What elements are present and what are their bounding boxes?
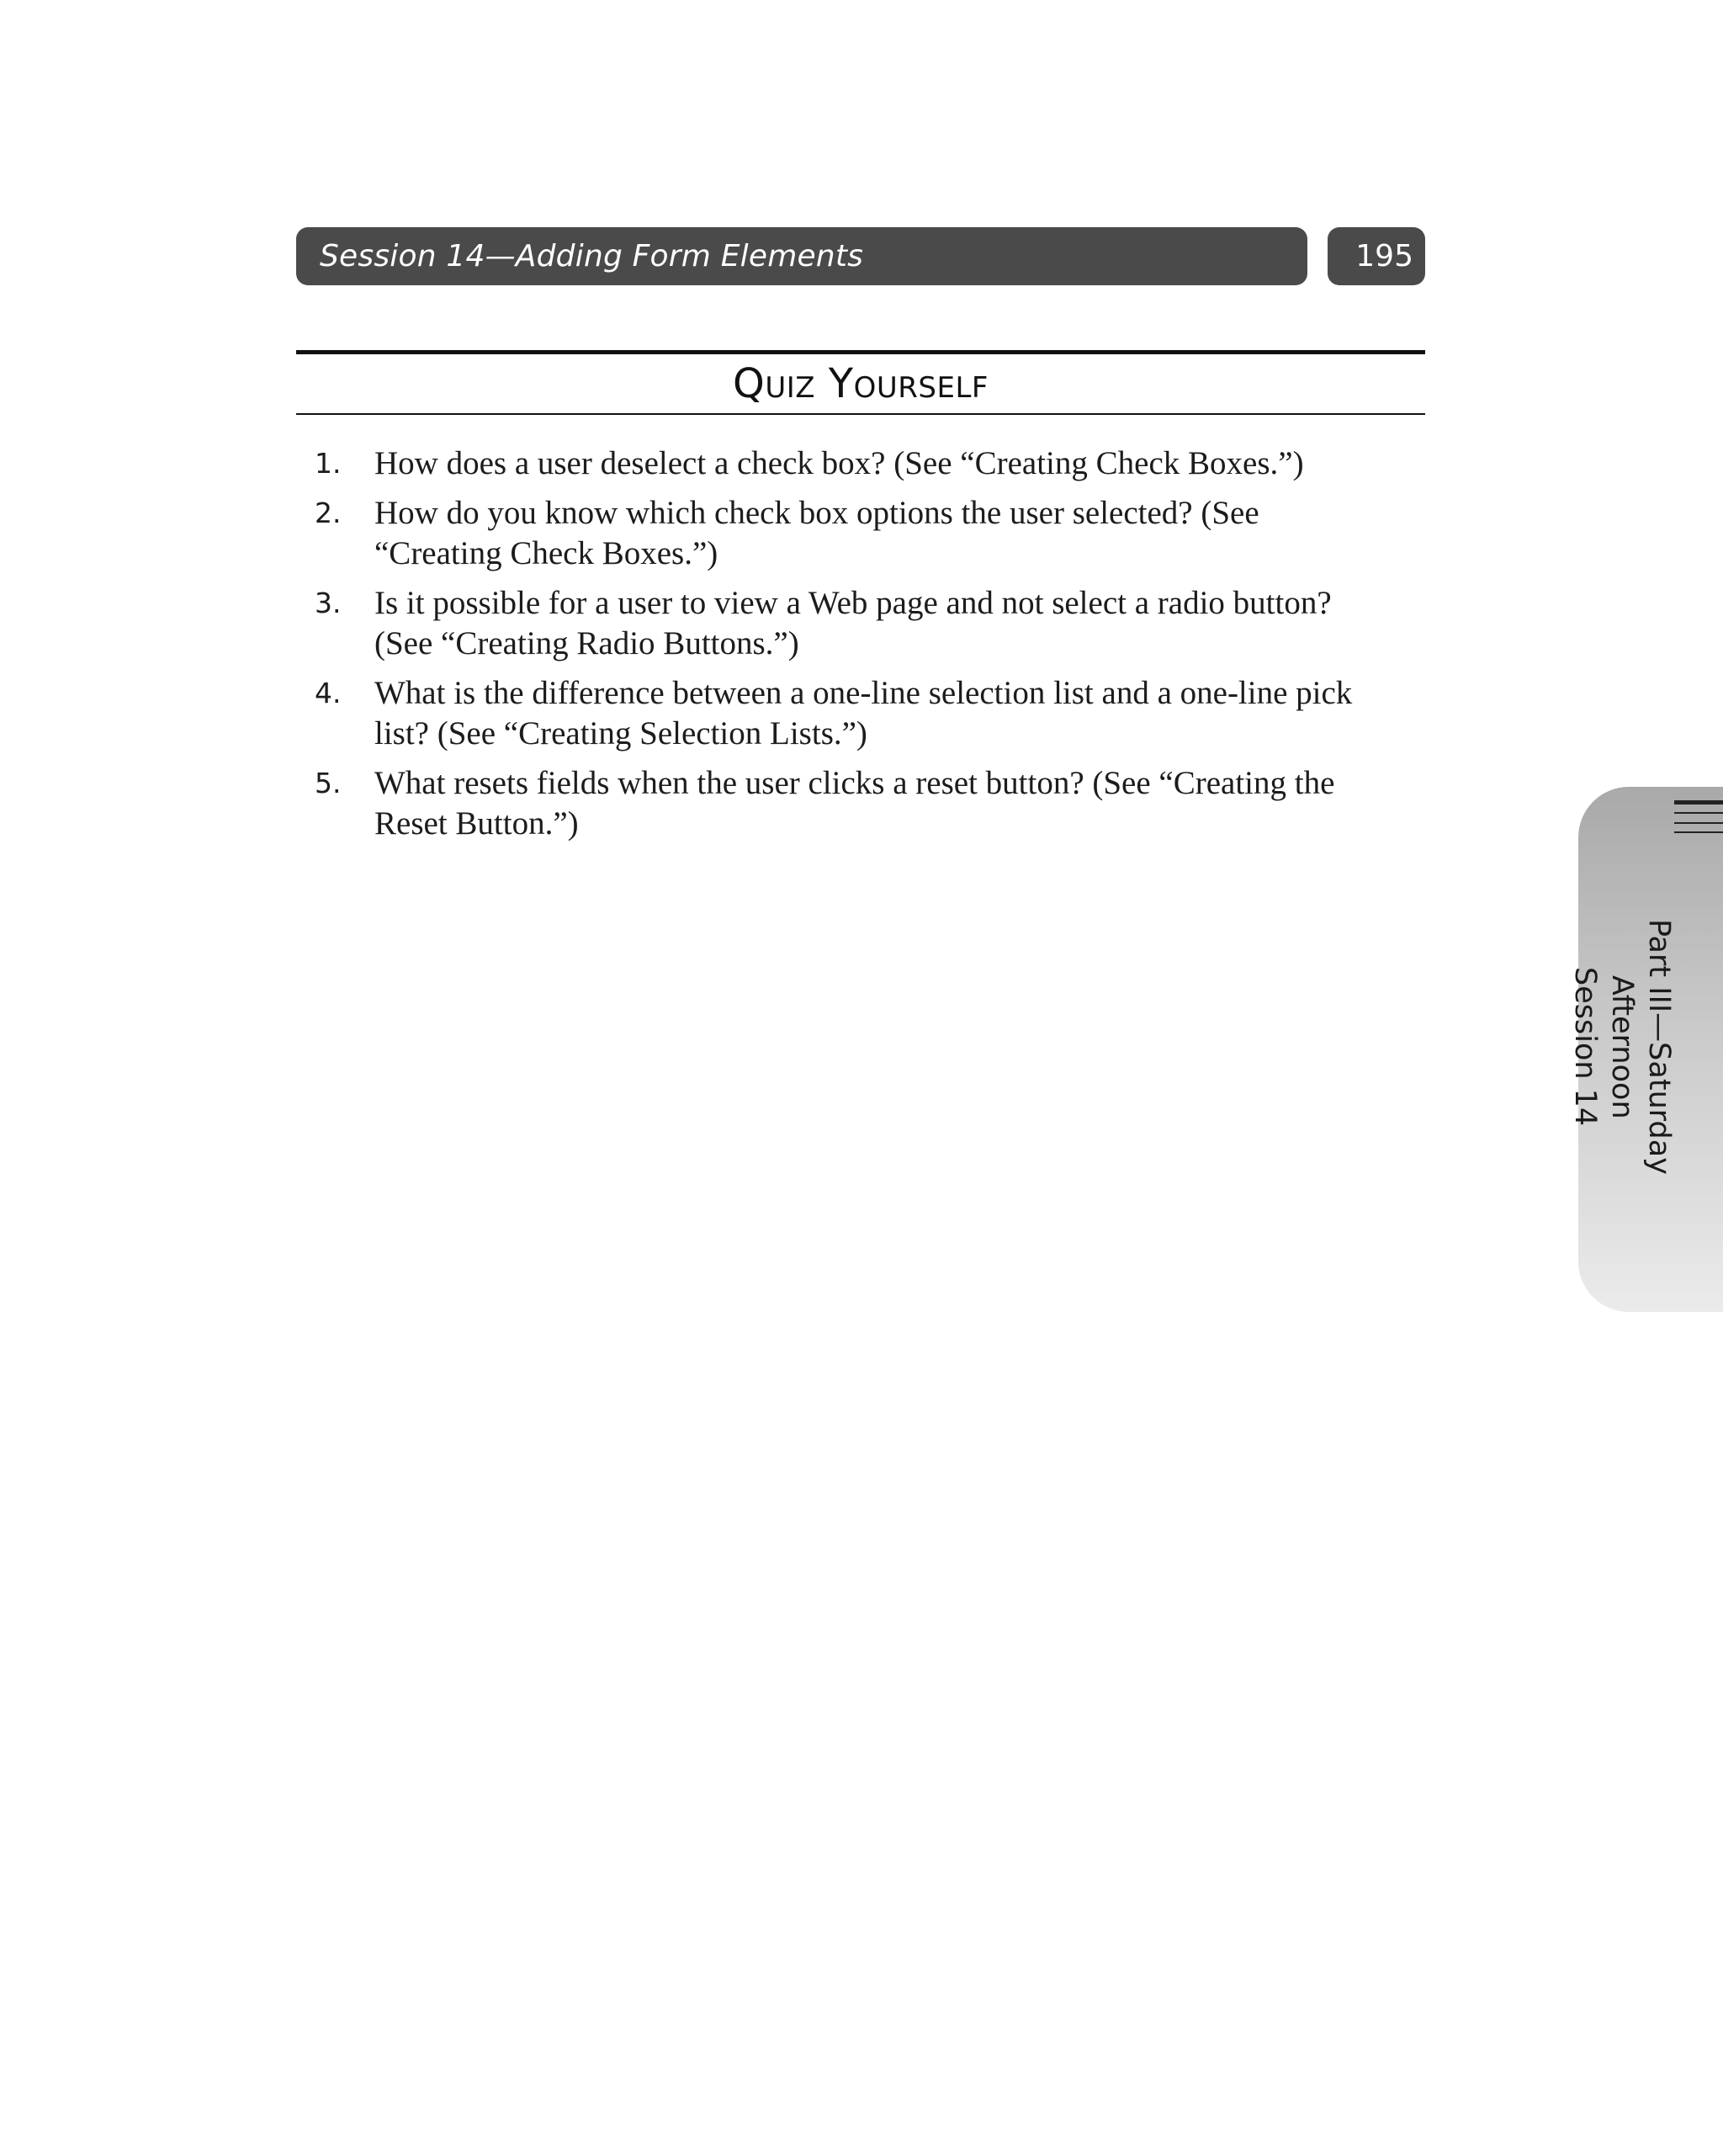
thumb-tab-rule-lines (1674, 800, 1723, 834)
section-rule-bottom (296, 413, 1425, 415)
page-number: 195 (1355, 239, 1413, 273)
section-rule-top (296, 350, 1425, 354)
quiz-question-text: What is the difference between a one-line selection list and a one-line pick list? (See “Creating Selection Lists.”) (374, 675, 1353, 751)
quiz-question (315, 443, 1408, 484)
quiz-question-number: 3. (315, 587, 342, 619)
quiz-question-number: 2. (315, 497, 342, 529)
section-title: Quiz Yourself (733, 360, 989, 407)
quiz-question (315, 583, 1408, 664)
quiz-question-number: 5. (315, 767, 342, 799)
running-header (296, 227, 1307, 285)
quiz-question (315, 493, 1408, 574)
page-number-badge (1328, 227, 1425, 285)
thumb-tab-session-label: Session 14 (1568, 967, 1602, 1127)
quiz-question-number: 4. (315, 677, 342, 709)
quiz-question-text: Is it possible for a user to view a Web page and not select a radio button? (See “Creating Radio Buttons.”) (374, 585, 1332, 661)
quiz-question-text: What resets fields when the user clicks a reset button? (See “Creating the Reset Button.”) (374, 765, 1335, 842)
quiz-question-text: How does a user deselect a check box? (See “Creating Check Boxes.”) (374, 445, 1304, 481)
quiz-question-number: 1. (315, 447, 342, 480)
quiz-question (315, 673, 1408, 754)
running-header-title: Session 14—Adding Form Elements (320, 239, 864, 273)
quiz-question-list (315, 443, 1408, 853)
quiz-question (315, 763, 1408, 844)
thumb-tab-part-label: Part III—Saturday Afternoon (1605, 919, 1676, 1175)
quiz-question-text: How do you know which check box options the user selected? (See “Creating Check Boxes.”) (374, 495, 1259, 571)
thumb-tab-label (1568, 845, 1676, 1249)
